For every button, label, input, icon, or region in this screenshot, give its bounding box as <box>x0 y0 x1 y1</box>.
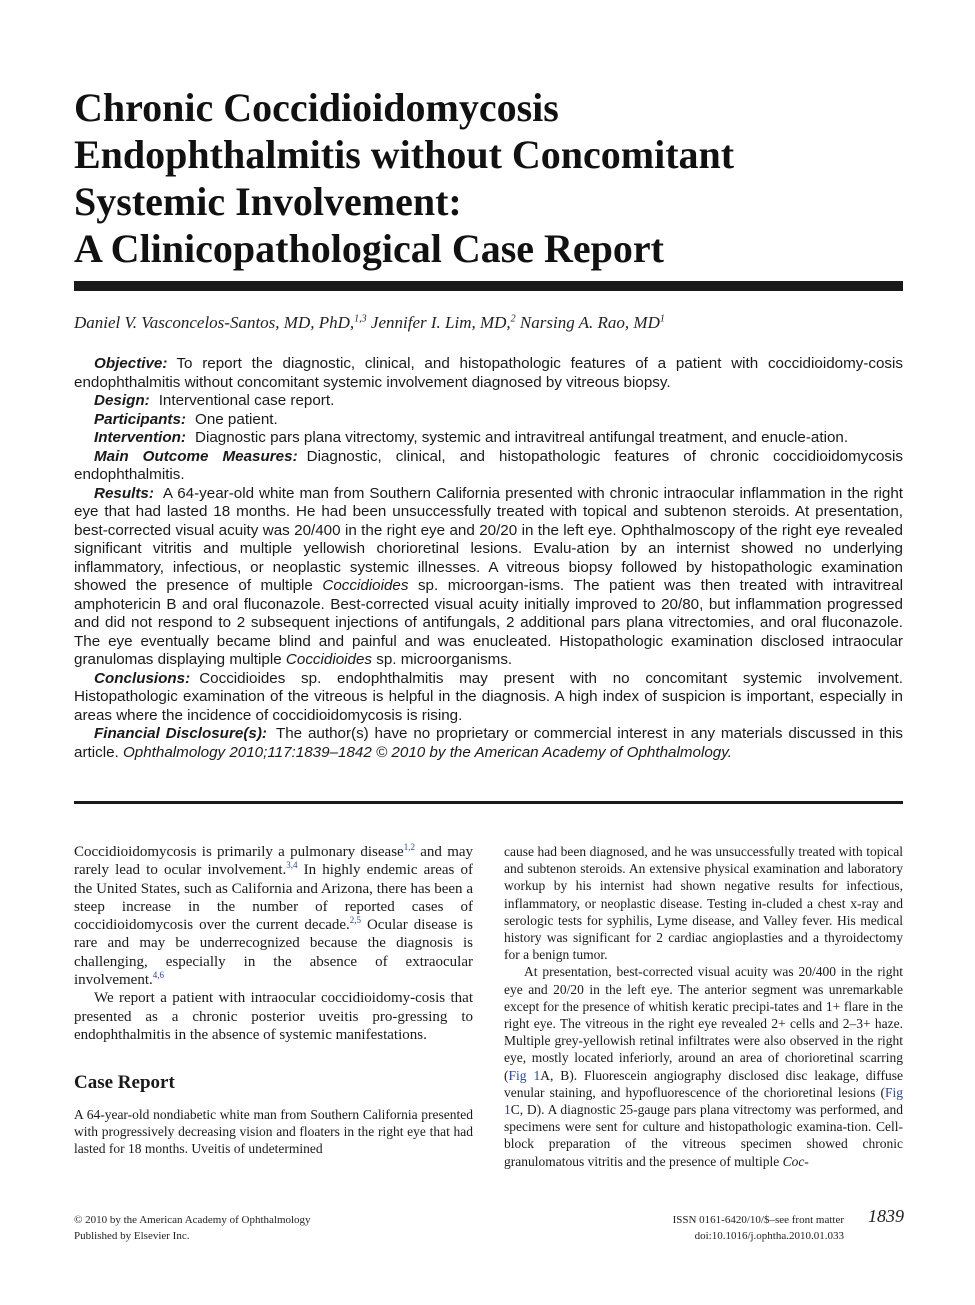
citation-ref[interactable]: 2,5 <box>349 915 362 926</box>
abstract-label: Intervention: <box>94 429 186 446</box>
abstract-text: A 64-year-old white man from Southern California presented with chronic intraocular inflammation in the right eye that had lasted 18 months. He had been unsuccessfully treated with topical and subtenon steroids. At presentation, best-corrected visual acuity was 20/400 in the right eye and 20/20 in the left eye. Ophthalmoscopy of the right eye revealed significant vitritis and multiple yellowish chorioretinal lesions. Evalu-ation by an internist showed no underlying inflammatory, infectious, or neoplastic systemic illnesses. A vitreous biopsy followed by histopathologic examination showed the presence of multiple <box>74 484 903 594</box>
body-text: Ocular disease is rare and may be underrecognized because the diagnosis is challenging, especially in the absence of extraocular involvement. <box>74 917 473 989</box>
abstract-text: Diagnostic, clinical, and histopathologic features of chronic coccidioidomycosis endophthalmitis. <box>74 447 903 483</box>
abstract-label: Results: <box>94 484 154 502</box>
body-text: and may rarely lead to ocular involvement. <box>74 844 474 879</box>
footer-right <box>673 1213 844 1244</box>
author-name: Jennifer I. Lim, MD, <box>370 313 511 332</box>
copyright-line: © 2010 by the American Academy of Ophthalmology <box>74 1214 311 1226</box>
figure-link[interactable]: Fig 1 <box>508 1067 541 1083</box>
body-italic: Coc- <box>782 1153 809 1169</box>
author-affiliation: 2 <box>510 313 516 325</box>
abstract-objective <box>74 355 903 392</box>
abstract-design <box>74 392 903 411</box>
abstract-text: The author(s) have no proprietary or commercial interest in any materials discussed in this article. <box>74 725 904 761</box>
author-affiliation: 1 <box>659 313 665 325</box>
author-name: Narsing A. Rao, MD <box>519 313 660 332</box>
abstract-text: sp. microorganisms. <box>376 651 513 668</box>
body-text: C, D). A diagnostic 25-gauge pars plana vitrectomy was performed, and specimens were sent for culture and histopathologic examina-tion. Cell-block preparation of the vitreous specimen showed chronic granulomatous vitritis and the presence of multiple <box>504 1102 903 1169</box>
abstract-text: Coccidioides sp. endophthalmitis may present with no concomitant systemic involvement. Histopathologic examination of the vitreous is helpful in the diagnosis. A high index of suspicion is important, especially in areas where the incidence of coccidioidomycosis is rising. <box>74 669 903 724</box>
citation-ref[interactable]: 1,2 <box>403 842 415 852</box>
body-paragraph: A 64-year-old nondiabetic white man from Southern California presented with progressively decreasing vision and floaters in the right eye that had lasted for 18 months. Uveitis of undetermined <box>74 1106 473 1156</box>
body-text: A, B). Fluorescein angiography disclosed disc leakage, diffuse venular staining, and hypofluorescence of the chorioretinal lesions ( <box>504 1067 904 1100</box>
abstract-outcome <box>74 448 903 485</box>
author-list <box>74 313 904 333</box>
title-line: Systemic Involvement: <box>74 179 462 224</box>
issn-line: ISSN 0161-6420/10/$–see front matter <box>672 1214 844 1226</box>
body-paragraph <box>504 963 903 1169</box>
body-paragraph <box>74 843 473 989</box>
figure-link[interactable]: Fig 1 <box>504 1084 903 1118</box>
abstract-text: One patient. <box>195 410 278 428</box>
body-text: Coccidioidomycosis is primarily a pulmonary disease <box>74 844 404 860</box>
abstract-intervention <box>74 429 903 448</box>
title-line: Endophthalmitis without Concomitant <box>74 132 735 177</box>
abstract-label: Main Outcome Measures: <box>94 447 298 465</box>
abstract-conclusions <box>74 670 903 726</box>
body-text: In highly endemic areas of the United States, such as California and Arizona, there has been a steep increase in the number of reported cases of coccidioidomycosis over the current decade. <box>74 862 473 934</box>
abstract <box>74 355 903 762</box>
title-divider <box>74 281 903 291</box>
abstract-label: Objective: <box>94 355 168 372</box>
abstract-text: sp. microorgan-isms. The patient was then treated with intravitreal amphotericin B and oral fluconazole. Best-corrected visual acuity initially improved to 20/80, but inflammation progressed and did not respond to 2 subsequent injections of antifungals, 2 additional pars plana vitrectomies, and oral fluconazole. The eye eventually became blind and painful and was enucleated. Histopathologic examination disclosed intraocular granulomas displaying multiple <box>74 577 903 668</box>
article-title <box>74 84 904 272</box>
abstract-results <box>74 485 903 670</box>
journal-citation: Ophthalmology 2010;117:1839–1842 © 2010 by the American Academy of Ophthalmology. <box>122 743 732 761</box>
abstract-text: To report the diagnostic, clinical, and histopathologic features of a patient with coccidioidomy-cosis endophthalmitis without concomitant systemic involvement diagnosed by vitreous biopsy. <box>74 355 903 391</box>
abstract-italic: Coccidioides <box>285 651 373 668</box>
body-column-right <box>504 843 903 1170</box>
doi-line[interactable]: doi:10.1016/j.ophtha.2010.01.033 <box>694 1229 844 1242</box>
citation-ref[interactable]: 3,4 <box>286 860 298 871</box>
abstract-label: Participants: <box>94 410 186 428</box>
abstract-text: Interventional case report. <box>158 392 335 409</box>
abstract-label: Conclusions: <box>94 669 191 687</box>
author-affiliation: 1,3 <box>354 313 367 325</box>
abstract-label: Design: <box>94 392 150 409</box>
abstract-italic: Coccidioides <box>322 577 409 594</box>
body-column-left <box>74 843 473 1157</box>
page-number: 1839 <box>868 1206 904 1226</box>
body-paragraph: cause had been diagnosed, and he was unsuccessfully treated with topical and subtenon steroids. An extensive physical examination and laboratory workup by his internist had shown negative results for infectious, inflammatory, or neoplastic disease. Testing in-cluded a chest x-ray and serologic tests for syphilis, Lyme disease, and Valley fever. His medical history was significant for 2 cardiac angioplasties and a thyroidectomy for a benign tumor. <box>504 844 903 963</box>
author-name: Daniel V. Vasconcelos-Santos, MD, PhD, <box>74 313 355 332</box>
publisher-line: Published by Elsevier Inc. <box>74 1229 190 1242</box>
title-line: Chronic Coccidioidomycosis <box>74 85 559 130</box>
abstract-label: Financial Disclosure(s): <box>94 725 267 742</box>
section-heading: Case Report <box>74 1072 175 1094</box>
body-text: At presentation, best-corrected visual acuity was 20/400 in the right eye and 20/20 in the left eye. The anterior segment was unremarkable except for the presence of whitish keratic precipi-tates and 1+ flare in the right eye. The vitreous in the right eye revealed 2+ cells and 2–3+ haze. Multiple grey-yellowish retinal infiltrates were also observed in the right eye, mostly located inferiorly, around an area of chorioretinal scarring ( <box>504 964 903 1083</box>
body-paragraph: We report a patient with intraocular coccidioidomy-cosis that presented as a chronic posterior uveitis pro-gressing to endophthalmitis in the absence of systemic manifestations. <box>74 990 473 1043</box>
title-line: A Clinicopathological Case Report <box>74 226 664 271</box>
abstract-text: Diagnostic pars plana vitrectomy, systemic and intravitreal antifungal treatment, and enucle-ation. <box>194 429 849 446</box>
abstract-disclosure <box>74 725 903 762</box>
abstract-divider <box>74 801 903 804</box>
footer-left <box>74 1213 311 1244</box>
abstract-participants <box>74 411 903 430</box>
citation-ref[interactable]: 4,6 <box>152 970 164 981</box>
